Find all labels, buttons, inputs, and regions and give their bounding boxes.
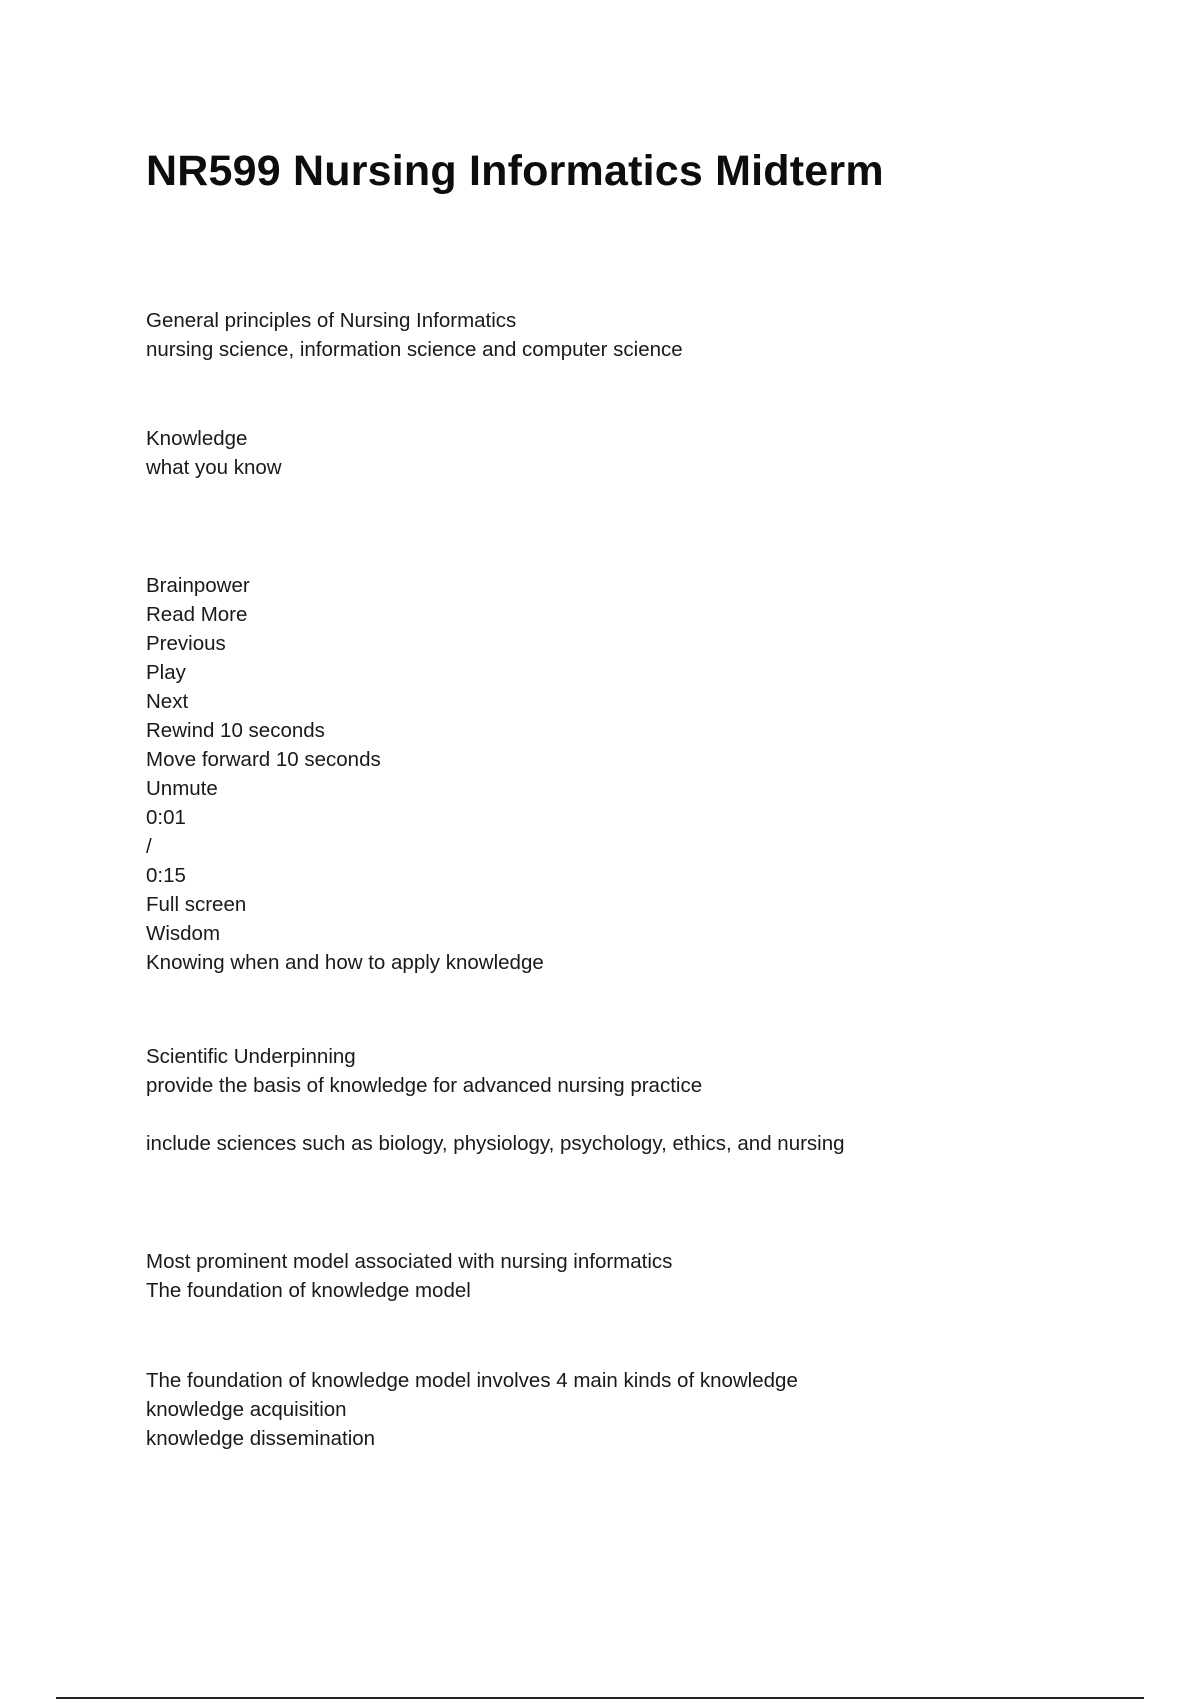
next-label: Next <box>146 690 189 713</box>
card-definition: The foundation of knowledge model <box>146 1279 471 1302</box>
forward-label: Move forward 10 seconds <box>146 748 381 771</box>
flashcard-foundation-model <box>146 1366 798 1453</box>
card-definition: nursing science, information science and computer science <box>146 338 683 361</box>
card-term: General principles of Nursing Informatics <box>146 309 517 332</box>
card-term: Wisdom <box>146 922 221 945</box>
flashcard-prominent-model <box>146 1247 672 1305</box>
rewind-label: Rewind 10 seconds <box>146 719 325 742</box>
card-definition: what you know <box>146 456 282 479</box>
previous-label: Previous <box>146 632 226 655</box>
card-term: Scientific Underpinning <box>146 1045 356 1068</box>
flashcard-knowledge <box>146 424 282 482</box>
card-definition: include sciences such as biology, physiology, psychology, ethics, and nursing <box>146 1132 845 1155</box>
play-label: Play <box>146 661 186 684</box>
card-definition: provide the basis of knowledge for advanced nursing practice <box>146 1074 703 1097</box>
brainpower-label: Brainpower <box>146 574 250 597</box>
read-more-label: Read More <box>146 603 248 626</box>
card-term: Most prominent model associated with nursing informatics <box>146 1250 673 1273</box>
line-gap <box>146 1100 845 1129</box>
card-definition: Knowing when and how to apply knowledge <box>146 951 544 974</box>
footer-divider <box>56 1697 1144 1699</box>
card-definition: knowledge acquisition <box>146 1398 347 1421</box>
page-title: NR599 Nursing Informatics Midterm <box>146 147 884 195</box>
flashcard-scientific-underpinning <box>146 1042 845 1158</box>
full-screen-label: Full screen <box>146 893 247 916</box>
time-separator: / <box>146 835 152 858</box>
card-term: The foundation of knowledge model involves 4 main kinds of knowledge <box>146 1369 798 1392</box>
flashcard-general-principles <box>146 306 683 364</box>
unmute-label: Unmute <box>146 777 218 800</box>
card-definition: knowledge dissemination <box>146 1427 376 1450</box>
card-term: Knowledge <box>146 427 248 450</box>
flashcard-wisdom <box>146 571 544 977</box>
current-time: 0:01 <box>146 806 186 829</box>
total-time: 0:15 <box>146 864 186 887</box>
